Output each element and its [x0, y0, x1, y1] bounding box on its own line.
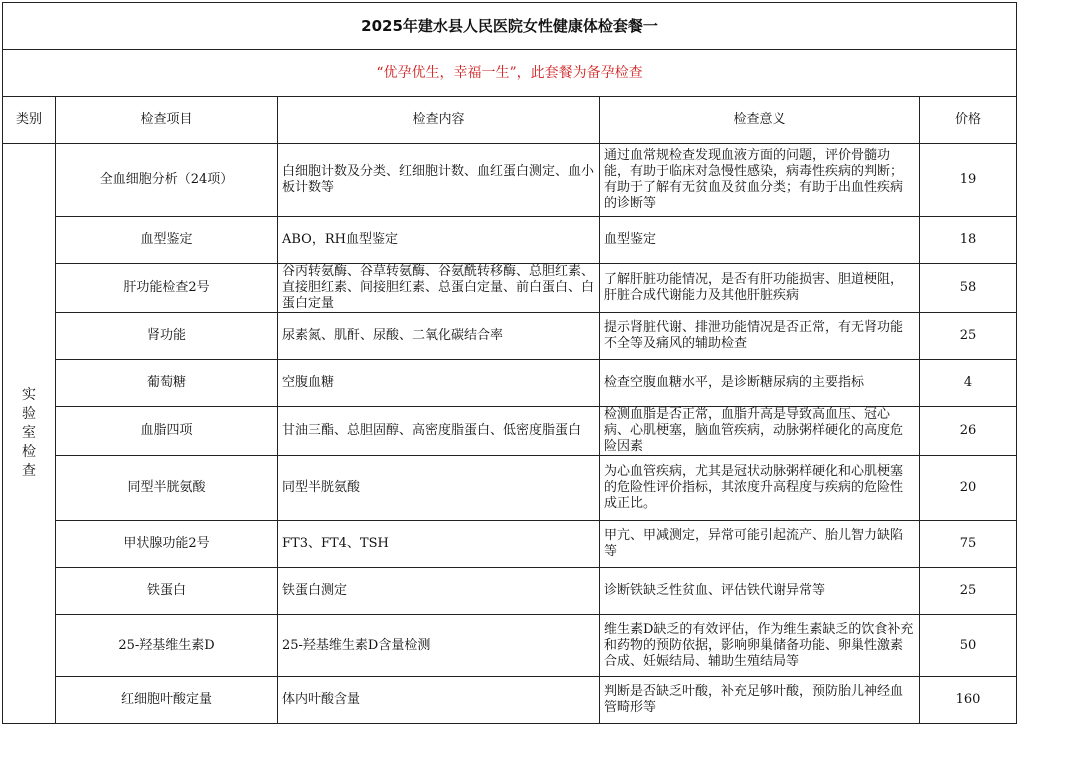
item-price: 160 [920, 677, 1017, 724]
item-price: 75 [920, 521, 1017, 568]
item-price: 25 [920, 313, 1017, 360]
health-checkup-sheet [2, 2, 1016, 724]
item-price: 20 [920, 456, 1017, 521]
item-name: 红细胞叶酸定量 [56, 677, 278, 724]
item-meaning: 甲亢、甲减测定，异常可能引起流产、胎儿智力缺陷等 [600, 521, 920, 568]
item-content: 体内叶酸含量 [278, 677, 600, 724]
item-content: 25-羟基维生素D含量检测 [278, 615, 600, 677]
table-row [3, 264, 1017, 313]
item-name: 铁蛋白 [56, 568, 278, 615]
item-content: 铁蛋白测定 [278, 568, 600, 615]
item-content: 白细胞计数及分类、红细胞计数、血红蛋白测定、血小板计数等 [278, 144, 600, 217]
item-meaning: 诊断铁缺乏性贫血、评估铁代谢异常等 [600, 568, 920, 615]
table-row [3, 360, 1017, 407]
header-category: 类别 [3, 97, 56, 144]
table-header-row [3, 97, 1017, 144]
item-meaning: 检测血脂是否正常，血脂升高是导致高血压、冠心病、心肌梗塞，脑血管疾病，动脉粥样硬化的高度危险因素 [600, 407, 920, 456]
table-row [3, 313, 1017, 360]
item-price: 19 [920, 144, 1017, 217]
item-name: 同型半胱氨酸 [56, 456, 278, 521]
table-row [3, 217, 1017, 264]
item-name: 肾功能 [56, 313, 278, 360]
item-name: 25-羟基维生素D [56, 615, 278, 677]
item-meaning: 血型鉴定 [600, 217, 920, 264]
category-label: 实 验 室 检 查 [22, 387, 36, 479]
table-row [3, 615, 1017, 677]
page-title: 2025年建水县人民医院女性健康体检套餐一 [3, 3, 1017, 50]
table-row [3, 521, 1017, 568]
item-name: 全血细胞分析（24项） [56, 144, 278, 217]
item-name: 血脂四项 [56, 407, 278, 456]
item-meaning: 为心血管疾病，尤其是冠状动脉粥样硬化和心肌梗塞的危险性评价指标，其浓度升高程度与疾病的危险性成正比。 [600, 456, 920, 521]
package-table [2, 2, 1017, 724]
table-row [3, 456, 1017, 521]
item-name: 血型鉴定 [56, 217, 278, 264]
header-content: 检查内容 [278, 97, 600, 144]
item-content: 谷丙转氨酶、谷草转氨酶、谷氨酰转移酶、总胆红素、直接胆红素、间接胆红素、总蛋白定量、前白蛋白、白蛋白定量 [278, 264, 600, 313]
item-meaning: 判断是否缺乏叶酸，补充足够叶酸，预防胎儿神经血管畸形等 [600, 677, 920, 724]
header-item: 检查项目 [56, 97, 278, 144]
header-meaning: 检查意义 [600, 97, 920, 144]
item-meaning: 通过血常规检查发现血液方面的问题，评价骨髓功能，有助于临床对急慢性感染，病毒性疾病的判断；有助于了解有无贫血及贫血分类；有助于出血性疾病的诊断等 [600, 144, 920, 217]
item-name: 甲状腺功能2号 [56, 521, 278, 568]
header-price: 价格 [920, 97, 1017, 144]
category-cell [3, 144, 56, 724]
item-content: ABO，RH血型鉴定 [278, 217, 600, 264]
table-row [3, 144, 1017, 217]
item-name: 葡萄糖 [56, 360, 278, 407]
item-meaning: 了解肝脏功能情况，是否有肝功能损害、胆道梗阻，肝脏合成代谢能力及其他肝脏疾病 [600, 264, 920, 313]
item-content: 同型半胱氨酸 [278, 456, 600, 521]
item-content: 甘油三酯、总胆固醇、高密度脂蛋白、低密度脂蛋白 [278, 407, 600, 456]
table-row [3, 677, 1017, 724]
item-name: 肝功能检查2号 [56, 264, 278, 313]
item-price: 26 [920, 407, 1017, 456]
item-price: 50 [920, 615, 1017, 677]
item-price: 18 [920, 217, 1017, 264]
item-meaning: 提示肾脏代谢、排泄功能情况是否正常，有无肾功能不全等及痛风的辅助检查 [600, 313, 920, 360]
table-row [3, 568, 1017, 615]
item-meaning: 维生素D缺乏的有效评估，作为维生素缺乏的饮食补充和药物的预防依据，影响卵巢储备功能、卵巢性激素合成、妊娠结局、辅助生殖结局等 [600, 615, 920, 677]
package-slogan: “优孕优生，幸福一生”，此套餐为备孕检查 [3, 50, 1017, 97]
item-content: 空腹血糖 [278, 360, 600, 407]
item-content: FT3、FT4、TSH [278, 521, 600, 568]
item-content: 尿素氮、肌酐、尿酸、二氧化碳结合率 [278, 313, 600, 360]
item-meaning: 检查空腹血糖水平，是诊断糖尿病的主要指标 [600, 360, 920, 407]
item-price: 4 [920, 360, 1017, 407]
item-price: 25 [920, 568, 1017, 615]
item-price: 58 [920, 264, 1017, 313]
table-row [3, 407, 1017, 456]
